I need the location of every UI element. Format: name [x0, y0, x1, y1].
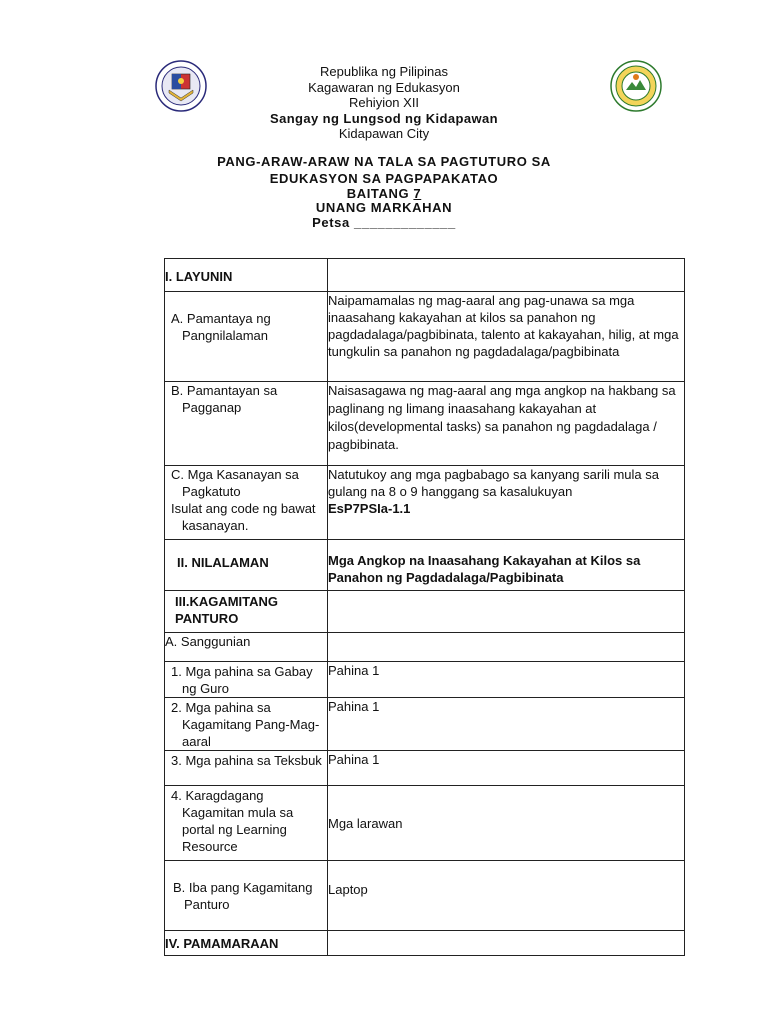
table-row [165, 786, 685, 861]
table-row [165, 751, 685, 786]
teksbuk-label: 3. Mga pahina sa Teksbuk [165, 751, 328, 786]
table-row [165, 382, 685, 466]
kagamitang-mag-aaral-value: Pahina 1 [328, 698, 685, 751]
table-row [165, 259, 685, 292]
doc-title-line2: EDUKASYON SA PAGPAPAKATAO [269, 171, 499, 186]
pamamaraan-empty-cell [328, 931, 685, 956]
grade-label: BAITANG [346, 186, 414, 201]
kasanayan-text: Natutukoy ang mga pagbabago sa kanyang sarili mula sa gulang na 8 o 9 hanggang sa kasalukuyan [328, 467, 659, 499]
region-line: Rehiyion XII [348, 95, 420, 110]
table-row [165, 540, 685, 591]
table-row [165, 591, 685, 633]
nilalaman-value: Mga Angkop na Inaasahang Kakayahan at Kilos sa Panahon ng Pagdadalaga/Pagbibinata [328, 540, 685, 591]
table-row [165, 633, 685, 662]
table-row [165, 931, 685, 956]
competency-code: EsP7PSIa-1.1 [328, 501, 411, 516]
pamantaya-pangnilalaman-label: A. Pamantaya ng Pangnilalaman [165, 292, 328, 382]
sanggunian-empty-cell [328, 633, 685, 662]
kagamitan-heading: III.KAGAMITANG PANTURO [165, 591, 328, 633]
pamamaraan-heading: IV. PAMAMARAAN [165, 931, 328, 956]
city-line: Kidapawan City [338, 126, 430, 141]
karagdagang-kagamitan-value: Mga larawan [328, 786, 685, 861]
table-row [165, 698, 685, 751]
gabay-guro-value: Pahina 1 [328, 662, 685, 698]
republic-line: Republika ng Pilipinas [320, 64, 448, 79]
doc-title-line1: PANG-ARAW-ARAW NA TALA SA PAGTUTURO SA [217, 154, 551, 169]
iba-pang-kagamitan-label: B. Iba pang Kagamitang Panturo [165, 861, 328, 931]
code-instruction: Isulat ang code ng bawat kasanayan. [171, 501, 316, 533]
lesson-plan-table [164, 258, 685, 956]
teksbuk-value: Pahina 1 [328, 751, 685, 786]
pamantaya-pangnilalaman-value: Naipamamalas ng mag-aaral ang pag-unawa sa mga inaasahang kakayahan at kilos sa panahon ng pagdadalaga/pagbibinata, talento at kakayahan, hilig, at mga tungkulin sa panahon ng pagdadalaga/pagbibinata [328, 292, 685, 382]
pamantayan-pagganap-label: B. Pamantayan sa Pagganap [165, 382, 328, 466]
kasanayan-label: C. Mga Kasanayan sa Pagkatuto Isulat ang code ng bawat kasanayan. [165, 466, 328, 540]
kagamitan-empty-cell [328, 591, 685, 633]
kasanayan-value [328, 466, 685, 540]
pamantayan-pagganap-value: Naisasagawa ng mag-aaral ang mga angkop na hakbang sa paglinang ng limang inaasahang kakayahan at kilos(developmental tasks) sa panahon ng pagdadalaga / pagbibinata. [328, 382, 685, 466]
table-row [165, 466, 685, 540]
layunin-heading: I. LAYUNIN [165, 259, 328, 292]
date-line: Petsa _____________ [312, 215, 456, 230]
sanggunian-label: A. Sanggunian [165, 633, 328, 662]
table-row [165, 292, 685, 382]
quarter-line: UNANG MARKAHAN [315, 200, 453, 215]
grade-value: 7 [413, 186, 422, 201]
karagdagang-kagamitan-label: 4. Karagdagang Kagamitan mula sa portal ng Learning Resource [165, 786, 328, 861]
table-row [165, 861, 685, 931]
gabay-guro-label: 1. Mga pahina sa Gabay ng Guro [165, 662, 328, 698]
table-row [165, 662, 685, 698]
kagamitang-mag-aaral-label: 2. Mga pahina sa Kagamitang Pang-Mag-aaral [165, 698, 328, 751]
division-line [0, 111, 768, 127]
layunin-empty-cell [328, 259, 685, 292]
division-name: Sangay ng Lungsod ng Kidapawan [270, 110, 498, 126]
department-line: Kagawaran ng Edukasyon [308, 79, 460, 95]
nilalaman-heading: II. NILALAMAN [165, 540, 328, 591]
iba-pang-kagamitan-value: Laptop [328, 861, 685, 931]
